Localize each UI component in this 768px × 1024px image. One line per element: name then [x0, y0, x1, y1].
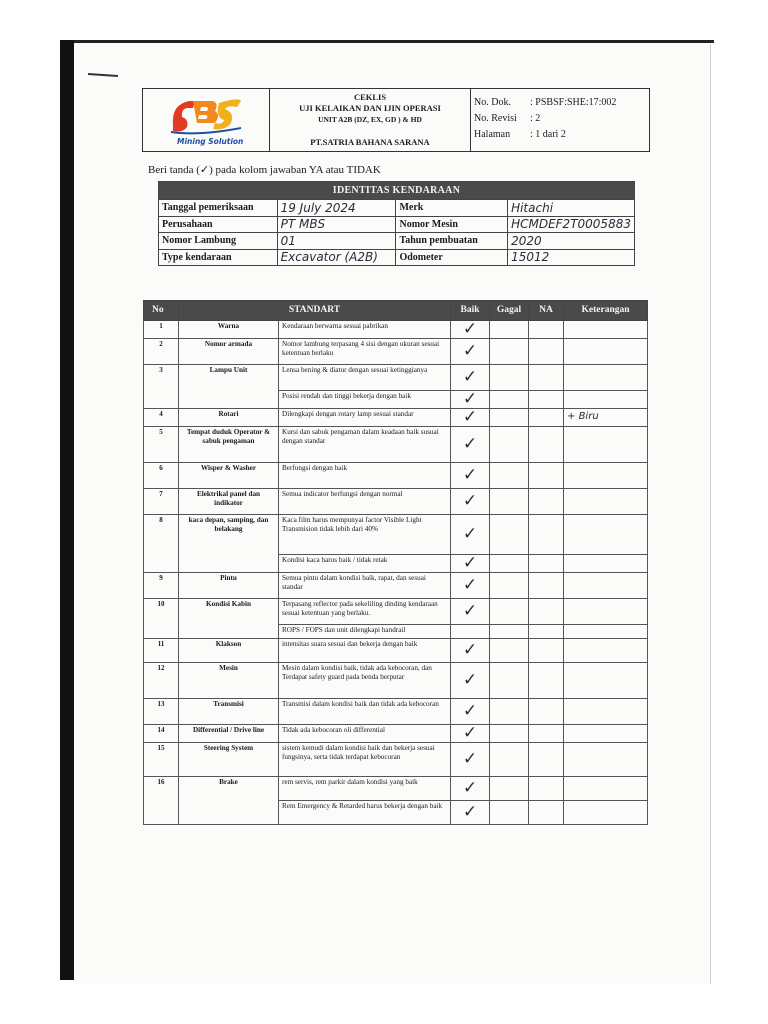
revision-value: : 2 — [530, 113, 541, 124]
check-mark-icon: ✓ — [462, 434, 478, 454]
standard-row — [144, 515, 648, 555]
keterangan-cell[interactable] — [564, 639, 648, 663]
item-name: Nomor armada — [179, 339, 279, 365]
standard-row — [144, 663, 648, 699]
gagal-cell[interactable] — [490, 463, 529, 489]
identity-label: Nomor Mesin — [396, 216, 508, 233]
item-number: 14 — [144, 725, 179, 743]
item-standard: ROPS / FOPS dan unit dilengkapi handrail — [279, 625, 451, 639]
item-standard: Mesin dalam kondisi baik, tidak ada kebocoran, dan Terdapat safety guard pada benda berputar — [279, 663, 451, 699]
check-mark-icon: ✓ — [462, 553, 478, 573]
item-name: Elektrikal panel dan indikator — [179, 489, 279, 515]
check-mark-icon: ✓ — [462, 341, 478, 361]
item-name: Lampu Unit — [179, 365, 279, 409]
item-standard: rem servis, rem parkir dalam kondisi yang baik — [279, 777, 451, 801]
check-mark-icon: ✓ — [462, 802, 478, 822]
gagal-cell[interactable] — [490, 699, 529, 725]
check-mark-icon: ✓ — [462, 640, 478, 660]
item-name: Steering System — [179, 743, 279, 777]
gagal-cell[interactable] — [490, 321, 529, 339]
baik-cell[interactable] — [451, 321, 490, 339]
item-number: 3 — [144, 365, 179, 409]
item-standard: Kaca film harus mempunyai factor Visible Light Transmision tidak lebih dari 40% — [279, 515, 451, 555]
check-mark-icon: ✓ — [462, 723, 478, 743]
baik-cell[interactable] — [451, 555, 490, 573]
na-cell[interactable] — [529, 777, 564, 801]
check-mark-icon: ✓ — [462, 407, 478, 427]
baik-cell[interactable] — [451, 639, 490, 663]
check-mark-icon: ✓ — [462, 749, 478, 769]
check-mark-icon: ✓ — [462, 319, 478, 339]
na-cell[interactable] — [529, 339, 564, 365]
item-standard: Nomor lambung terpasang 4 sisi dengan ukuran sesuai ketentuan berlaku — [279, 339, 451, 365]
item-standard: Semua pintu dalam kondisi baik, rapat, dan sesuai standar — [279, 573, 451, 599]
check-mark-icon: ✓ — [462, 367, 478, 387]
na-cell[interactable] — [529, 699, 564, 725]
item-name: Transmisi — [179, 699, 279, 725]
item-number: 13 — [144, 699, 179, 725]
logo-cell — [143, 89, 270, 151]
keterangan-cell[interactable] — [564, 743, 648, 777]
title-line-2: UJI KELAIKAN DAN IJIN OPERASI — [299, 103, 441, 113]
check-mark-icon: ✓ — [462, 389, 478, 409]
identity-row — [159, 249, 635, 266]
item-number: 12 — [144, 663, 179, 699]
keterangan-cell[interactable] — [564, 801, 648, 825]
check-mark-icon: ✓ — [462, 491, 478, 511]
na-cell[interactable] — [529, 427, 564, 463]
na-cell[interactable] — [529, 663, 564, 699]
standard-row — [144, 777, 648, 801]
identity-label: Tahun pembuatan — [396, 233, 508, 250]
item-standard: Terpasang reflector pada sekeliling dinding kendaraan sesuai ketentuan yang berlaku. — [279, 599, 451, 625]
gagal-cell[interactable] — [490, 427, 529, 463]
item-number: 6 — [144, 463, 179, 489]
doc-no-label: No. Dok. — [474, 97, 511, 108]
sbs-logo-icon — [169, 95, 245, 137]
vehicle-identity-table — [158, 181, 635, 266]
item-name: Brake — [179, 777, 279, 825]
identity-label: Perusahaan — [159, 216, 278, 233]
na-cell[interactable] — [529, 391, 564, 409]
identity-value: 2020 — [508, 233, 635, 250]
baik-cell[interactable] — [451, 725, 490, 743]
item-standard: Kursi dan sabuk pengaman dalam keadaan baik susuai dengan standar — [279, 427, 451, 463]
na-cell[interactable] — [529, 321, 564, 339]
baik-cell[interactable] — [451, 625, 490, 639]
col-baik: Baik — [451, 301, 490, 321]
identity-value: HCMDEF2T0005883 — [508, 216, 635, 233]
keterangan-cell[interactable]: + Biru — [564, 409, 648, 427]
gagal-cell[interactable] — [490, 339, 529, 365]
item-standard: intensitas suara sesuai dan bekerja dengan baik — [279, 639, 451, 663]
item-standard: Tidak ada kebocoran oli differential — [279, 725, 451, 743]
baik-cell[interactable] — [451, 743, 490, 777]
standard-row — [144, 639, 648, 663]
item-standard: Semua indicator berfungsi dengan normal — [279, 489, 451, 515]
check-mark-icon: ✓ — [462, 575, 478, 595]
keterangan-cell[interactable] — [564, 391, 648, 409]
baik-cell[interactable] — [451, 365, 490, 391]
standard-row — [144, 365, 648, 391]
baik-cell[interactable] — [451, 391, 490, 409]
keterangan-cell[interactable] — [564, 599, 648, 625]
page-top-edge — [74, 40, 714, 43]
identity-title: IDENTITAS KENDARAAN — [159, 182, 635, 200]
gagal-cell[interactable] — [490, 725, 529, 743]
item-number: 1 — [144, 321, 179, 339]
scan-shadow-edge — [60, 40, 74, 980]
standard-row — [144, 743, 648, 777]
item-standard: Lensa bening & diatur dengan sesuai ketinggianya — [279, 365, 451, 391]
standard-row — [144, 725, 648, 743]
page-value: : 1 dari 2 — [530, 129, 566, 140]
item-name: Klakson — [179, 639, 279, 663]
gagal-cell[interactable] — [490, 365, 529, 391]
item-standard: Dilengkapi dengan rotary lamp sesuai standar — [279, 409, 451, 427]
keterangan-cell[interactable] — [564, 699, 648, 725]
standard-row — [144, 339, 648, 365]
keterangan-cell[interactable] — [564, 663, 648, 699]
keterangan-cell[interactable] — [564, 321, 648, 339]
col-na: NA — [529, 301, 564, 321]
document-meta — [471, 89, 649, 151]
baik-cell[interactable] — [451, 463, 490, 489]
item-number: 10 — [144, 599, 179, 639]
baik-cell[interactable] — [451, 339, 490, 365]
identity-row — [159, 200, 635, 217]
identity-row — [159, 233, 635, 250]
keterangan-cell[interactable] — [564, 489, 648, 515]
item-number: 9 — [144, 573, 179, 599]
item-standard: Posisi rendah dan tinggi bekerja dengan baik — [279, 391, 451, 409]
keterangan-cell[interactable] — [564, 625, 648, 639]
keterangan-cell[interactable] — [564, 725, 648, 743]
gagal-cell[interactable] — [490, 663, 529, 699]
identity-label: Tanggal pemeriksaan — [159, 200, 278, 217]
na-cell[interactable] — [529, 599, 564, 625]
baik-cell[interactable] — [451, 515, 490, 555]
na-cell[interactable] — [529, 801, 564, 825]
standard-row — [144, 427, 648, 463]
revision-label: No. Revisi — [474, 113, 517, 124]
instruction-text: Beri tanda (✓) pada kolom jawaban YA atau TIDAK — [148, 164, 381, 176]
identity-value: 15012 — [508, 249, 635, 266]
company-name: PT.SATRIA BAHANA SARANA — [310, 137, 430, 147]
gagal-cell[interactable] — [490, 391, 529, 409]
gagal-cell[interactable] — [490, 555, 529, 573]
item-number: 8 — [144, 515, 179, 573]
item-number: 7 — [144, 489, 179, 515]
keterangan-cell[interactable] — [564, 463, 648, 489]
identity-row — [159, 216, 635, 233]
item-standard: Berfungsi dengan baik — [279, 463, 451, 489]
baik-cell[interactable] — [451, 777, 490, 801]
na-cell[interactable] — [529, 489, 564, 515]
item-number: 2 — [144, 339, 179, 365]
check-mark-icon: ✓ — [462, 524, 478, 544]
item-name: Tempat duduk Operator & sabuk pengaman — [179, 427, 279, 463]
standard-row — [144, 409, 648, 427]
baik-cell[interactable] — [451, 699, 490, 725]
page-right-edge — [710, 44, 711, 984]
gagal-cell[interactable] — [490, 625, 529, 639]
check-mark-icon: ✓ — [462, 601, 478, 621]
item-number: 16 — [144, 777, 179, 825]
doc-no-value: : PSBSF:SHE:17:002 — [530, 97, 617, 108]
standard-row — [144, 599, 648, 625]
keterangan-cell[interactable] — [564, 365, 648, 391]
identity-value: 01 — [277, 233, 396, 250]
item-standard: Rem Emergency & Retarded harus bekerja dengan baik — [279, 801, 451, 825]
na-cell[interactable] — [529, 555, 564, 573]
col-gagal: Gagal — [490, 301, 529, 321]
item-number: 5 — [144, 427, 179, 463]
check-mark-icon: ✓ — [462, 465, 478, 485]
keterangan-cell[interactable] — [564, 777, 648, 801]
item-name: Differential / Drive line — [179, 725, 279, 743]
standard-row — [144, 321, 648, 339]
gagal-cell[interactable] — [490, 639, 529, 663]
keterangan-cell[interactable] — [564, 555, 648, 573]
na-cell[interactable] — [529, 515, 564, 555]
standards-table — [143, 300, 648, 825]
standard-row — [144, 489, 648, 515]
keterangan-cell[interactable] — [564, 515, 648, 555]
gagal-cell[interactable] — [490, 743, 529, 777]
form-header — [142, 88, 650, 152]
title-line-1: CEKLIS — [353, 92, 387, 102]
identity-label: Nomor Lambung — [159, 233, 278, 250]
gagal-cell[interactable] — [490, 409, 529, 427]
na-cell[interactable] — [529, 743, 564, 777]
item-name: Kondisi Kabin — [179, 599, 279, 639]
keterangan-cell[interactable] — [564, 427, 648, 463]
item-standard: Transmisi dalam kondisi baik dan tidak ada kebocoran — [279, 699, 451, 725]
col-keterangan: Keterangan — [564, 301, 648, 321]
item-standard: Kondisi kaca harus baik / tidak retak — [279, 555, 451, 573]
col-no: No — [144, 301, 179, 321]
keterangan-cell[interactable] — [564, 339, 648, 365]
identity-value: Excavator (A2B) — [277, 249, 396, 266]
item-name: Mesin — [179, 663, 279, 699]
title-line-3: UNIT A2B (DZ, EX, GD ) & HD — [318, 115, 422, 124]
item-name: Rotari — [179, 409, 279, 427]
gagal-cell[interactable] — [490, 489, 529, 515]
na-cell[interactable] — [529, 573, 564, 599]
item-name: kaca depan, samping, dan belakang — [179, 515, 279, 573]
gagal-cell[interactable] — [490, 515, 529, 555]
gagal-cell[interactable] — [490, 573, 529, 599]
identity-label: Odometer — [396, 249, 508, 266]
identity-value: Hitachi — [508, 200, 635, 217]
item-name: Wisper & Washer — [179, 463, 279, 489]
baik-cell[interactable] — [451, 801, 490, 825]
item-standard: sistem kemudi dalam kondisi baik dan bekerja sesuai fungsinya, serta tidak terdapat kebocoran — [279, 743, 451, 777]
check-mark-icon: ✓ — [462, 778, 478, 798]
na-cell[interactable] — [529, 409, 564, 427]
standard-row — [144, 573, 648, 599]
identity-label: Type kendaraan — [159, 249, 278, 266]
item-number: 4 — [144, 409, 179, 427]
gagal-cell[interactable] — [490, 599, 529, 625]
item-number: 11 — [144, 639, 179, 663]
baik-cell[interactable] — [451, 663, 490, 699]
item-name: Warna — [179, 321, 279, 339]
gagal-cell[interactable] — [490, 777, 529, 801]
logo-tagline: Mining Solution — [177, 137, 244, 146]
check-mark-icon: ✓ — [462, 670, 478, 690]
standard-row — [144, 463, 648, 489]
item-standard: Kendaraan berwarna sesuai pabrikan — [279, 321, 451, 339]
baik-cell[interactable] — [451, 599, 490, 625]
standard-row — [144, 699, 648, 725]
baik-cell[interactable] — [451, 409, 490, 427]
na-cell[interactable] — [529, 625, 564, 639]
na-cell[interactable] — [529, 725, 564, 743]
item-number: 15 — [144, 743, 179, 777]
gagal-cell[interactable] — [490, 801, 529, 825]
baik-cell[interactable] — [451, 489, 490, 515]
keterangan-cell[interactable] — [564, 573, 648, 599]
identity-value: 19 July 2024 — [277, 200, 396, 217]
na-cell[interactable] — [529, 639, 564, 663]
baik-cell[interactable] — [451, 573, 490, 599]
col-standart: STANDART — [179, 301, 451, 321]
identity-value: PT MBS — [277, 216, 396, 233]
page-label: Halaman — [474, 129, 511, 140]
form-title — [270, 89, 471, 151]
check-mark-icon: ✓ — [462, 701, 478, 721]
na-cell[interactable] — [529, 365, 564, 391]
baik-cell[interactable] — [451, 427, 490, 463]
na-cell[interactable] — [529, 463, 564, 489]
item-name: Pintu — [179, 573, 279, 599]
identity-label: Merk — [396, 200, 508, 217]
